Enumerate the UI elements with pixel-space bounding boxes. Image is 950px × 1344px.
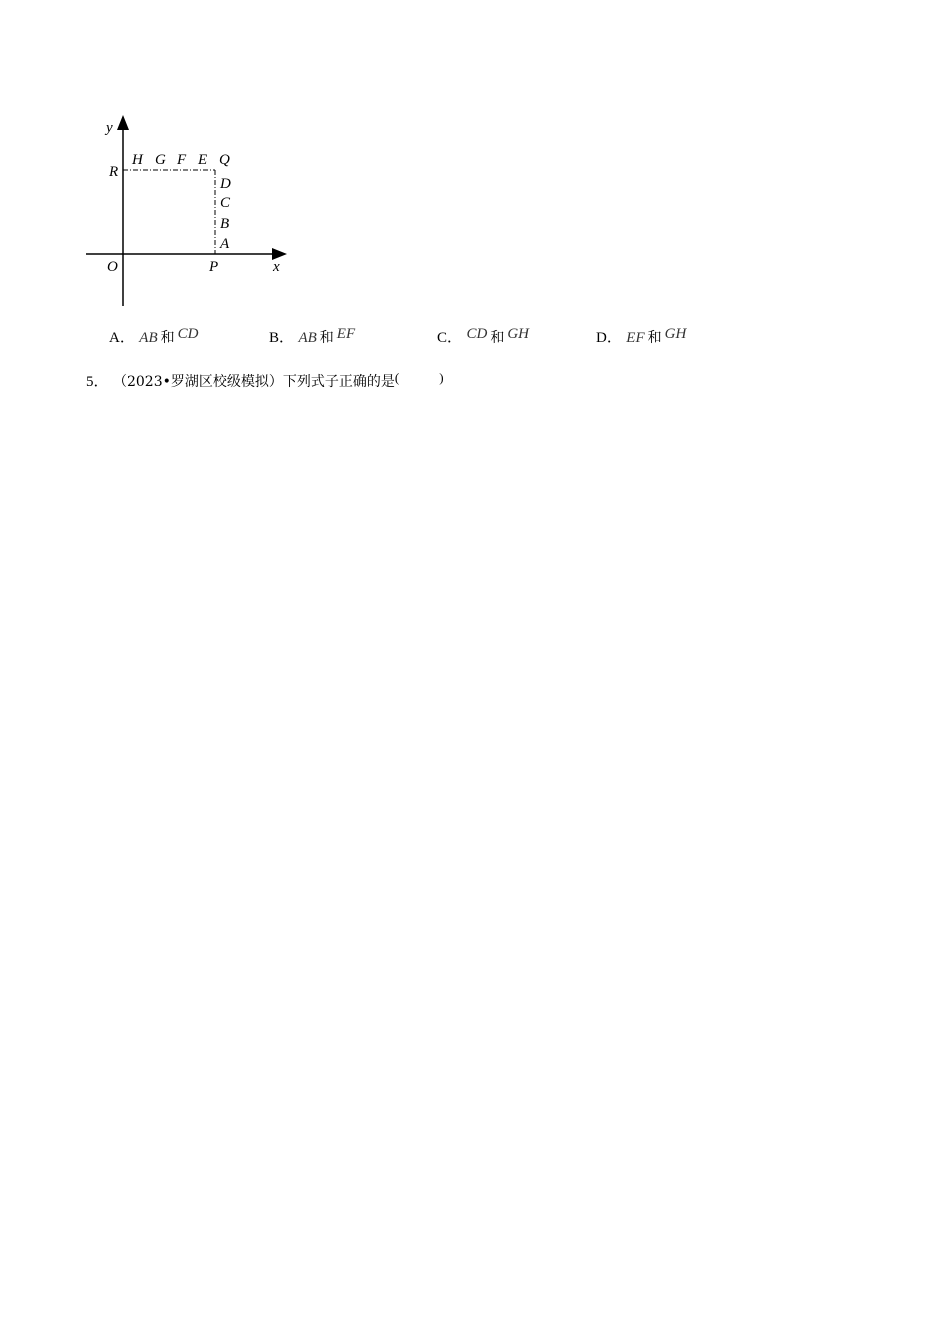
segment-name: CD [177,326,199,342]
segment-name: CD [466,326,488,342]
option-letter: A． [109,330,135,346]
answer-paren-close: ) [439,370,444,385]
segment-name: GH [664,326,687,342]
point-label-Q: Q [219,152,230,168]
point-label-G: G [155,152,166,168]
conjunction: 和 [647,330,662,346]
point-label-O: O [107,259,118,275]
point-label-R: R [109,164,119,180]
point-label-A: A [220,236,230,252]
point-label-F: F [177,152,187,168]
point-label-B: B [220,216,230,232]
point-label-E: E [198,152,208,168]
answer-options [0,326,950,356]
axis-label-x: x [273,259,280,275]
option-a[interactable] [109,326,198,347]
conjunction: 和 [160,330,175,346]
option-letter: C． [437,330,463,346]
coordinate-figure [80,110,300,310]
question-5 [86,370,444,391]
option-d[interactable] [596,326,686,347]
segment-name: EF [336,326,356,342]
conjunction: 和 [319,330,334,346]
option-letter: B． [269,330,295,346]
segment-name: GH [507,326,529,342]
axis-label-y: y [106,120,113,136]
segment-name: AB [298,330,317,346]
point-label-H: H [132,152,143,168]
point-label-C: C [220,195,231,211]
question-number: 5． [86,374,109,390]
segment-name: AB [139,330,158,346]
option-c[interactable] [437,326,529,347]
option-letter: D． [596,330,622,346]
question-text: （2023•罗湖区校级模拟）下列式子正确的是 [112,374,395,390]
answer-paren-open: ( [394,370,400,385]
conjunction: 和 [490,330,505,346]
point-label-P: P [209,259,219,275]
option-b[interactable] [269,326,355,347]
segment-name: EF [626,330,645,346]
point-label-D: D [220,176,231,192]
